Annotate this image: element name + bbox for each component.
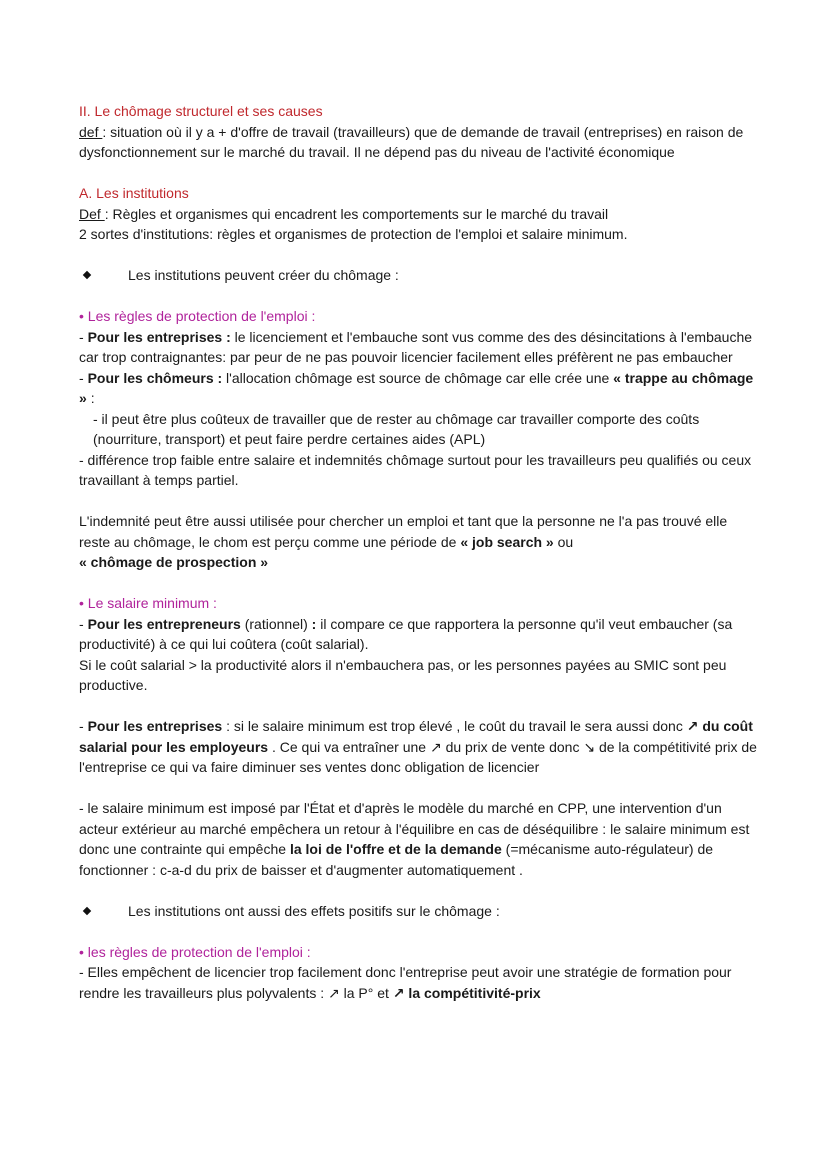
paragraph-text: L'indemnité peut être aussi utilisée pour chercher un emploi et tant que la personne ne l'a pas trouvé elle reste au chômage, le chom est perçu comme une période de (79, 513, 728, 550)
rules-unemployed (79, 368, 759, 409)
bold-term: ↗ la compétitivité-prix (392, 984, 541, 1001)
paragraph-text: - le salaire minimum est imposé par l'État et d'après le modèle du marché en CPP, une intervention d'un acteur extérieur au marché empêchera un retour à l'équilibre en cas de déséquilibre : le salaire minimum est donc une contrainte qui empêche (79, 800, 750, 857)
diamond-bullet-icon (83, 271, 91, 279)
rules2-heading: • les règles de protection de l'emploi : (79, 943, 311, 960)
bold-colon: : (311, 615, 317, 632)
def-label: def (79, 123, 103, 140)
bold-term: ↗ du coût salarial pour les employeurs (79, 718, 753, 755)
rules-enterprises (79, 327, 759, 368)
paragraph-text: . Ce qui va entraîner une ↗ du prix de vente donc ↘ de la compétitivité prix de l'entreprise ce qui va faire diminuer ses ventes donc obligation de licencier (79, 738, 757, 775)
paragraph-text: ou (553, 533, 574, 550)
paragraph-text: - Elles empêchent de licencier trop facilement donc l'entreprise peut avoir une stratégie de formation pour rendre les travailleurs plus polyvalents : ↗ la P° et (79, 964, 732, 1001)
rules2-paragraph (79, 962, 759, 1003)
bold-label: Pour les entrepreneurs (87, 615, 241, 632)
prefix: - (79, 369, 88, 386)
paragraph-text: (=mécanisme auto-régulateur) de fonctionner : c-a-d du prix de baisser et d'augmenter automatiquement . (79, 841, 714, 878)
bold-label: Pour les chômeurs : (87, 369, 223, 386)
bold-label: Pour les entreprises : (87, 328, 231, 345)
institution-types: 2 sortes d'institutions: règles et organismes de protection de l'emploi et salaire minimum. (79, 226, 628, 242)
min-wage-entrepreneurs (79, 614, 759, 655)
def-text: : situation où il y a + d'offre de travail (travailleurs) que de demande de travail (entreprises) en raison de dysfonctionnement sur le marché du travail. Il ne dépend pas du niveau de l'activité économique (79, 123, 744, 160)
paragraph-text: l'allocation chômage est source de chômage car elle crée une (222, 369, 614, 386)
rules-cost-point: - il peut être plus coûteux de travailler que de rester au chômage car travailler comporte des coûts (nourriture, transport) et peut faire perdre certaines aides (APL) (93, 410, 700, 447)
diamond-bullet-icon (83, 907, 91, 915)
rules-heading: • Les règles de protection de l'emploi : (79, 308, 316, 324)
document-page (79, 101, 759, 1003)
indemnity-paragraph (79, 511, 759, 573)
def-text: : Règles et organismes qui encadrent les comportements sur le marché du travail (104, 205, 609, 222)
bullet-point (79, 265, 759, 286)
definition-structural-unemployment (79, 122, 759, 163)
bold-term: « job search » (460, 533, 554, 550)
bold-term: « chômage de prospection » (79, 554, 269, 570)
rules-difference-point: - différence trop faible entre salaire et indemnités chômage surtout pour les travailleurs peu qualifiés ou ceux travaillant à temps partiel. (79, 451, 752, 488)
prefix: - (79, 615, 88, 632)
paragraph-text: il compare ce que rapportera la personne qu'il veut embaucher (sa productivité) à ce qui lui coûtera (coût salarial). (79, 615, 733, 652)
bullet-text: Les institutions ont aussi des effets positifs sur le chômage : (128, 902, 500, 919)
bullet-point (79, 901, 759, 922)
section-title: II. Le chômage structurel et ses causes (79, 103, 323, 119)
paragraph-text: le licenciement et l'embauche sont vus comme des des désincitations à l'embauche car trop contraignantes: par peur de ne pas pouvoir licencier facilement elles préfèrent ne pas embaucher (79, 328, 753, 365)
min-wage-cost-vs-productivity: Si le coût salarial > la productivité alors il n'embauchera pas, or les personnes payées au SMIC sont peu productive. (79, 656, 727, 693)
def-label: Def (79, 205, 105, 222)
paragraph-text: : si le salaire minimum est trop élevé , le coût du travail le sera aussi donc (222, 718, 687, 734)
min-wage-state (79, 798, 759, 880)
prefix: - (79, 328, 88, 345)
bullet-text: Les institutions peuvent créer du chômage : (128, 267, 399, 283)
definition-institutions (79, 204, 759, 225)
bold-label: Pour les entreprises (87, 718, 223, 734)
prefix: - (79, 718, 88, 734)
subsection-title: A. Les institutions (79, 185, 189, 201)
min-wage-enterprises (79, 716, 759, 778)
min-wage-heading: • Le salaire minimum : (79, 595, 217, 611)
paragraph-end: : (90, 390, 95, 406)
bold-term: la loi de l'offre et de la demande (289, 841, 502, 857)
bold-term: « trappe au chômage » (79, 369, 754, 406)
paragraph-text: (rationnel) (240, 615, 312, 632)
